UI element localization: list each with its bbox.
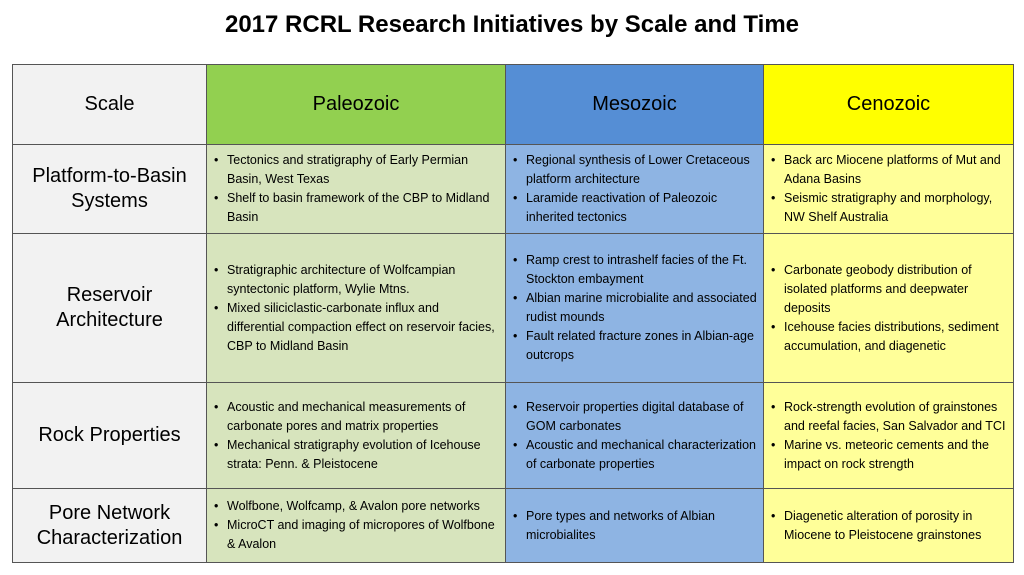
list-item: • Stratigraphic architecture of Wolfcampian syntectonic platform, Wylie Mtns. [227,261,499,299]
bullet-list [510,507,757,545]
bullet-list [768,261,1007,356]
mesozoic-cell [506,383,764,489]
mesozoic-cell [506,489,764,563]
header-paleozoic: Paleozoic [207,65,506,145]
header-scale: Scale [13,65,207,145]
list-item: • Pore types and networks of Albian microbialites [526,507,757,545]
list-item: • Tectonics and stratigraphy of Early Permian Basin, West Texas [227,151,499,189]
bullet-list [768,507,1007,545]
list-item: • Mechanical stratigraphy evolution of Icehouse strata: Penn. & Pleistocene [227,436,499,474]
cenozoic-cell [764,145,1014,234]
paleozoic-cell [207,489,506,563]
list-item: • Wolfbone, Wolfcamp, & Avalon pore networks [227,497,499,516]
list-item: • Seismic stratigraphy and morphology, NW Shelf Australia [784,189,1007,227]
bullet-list [211,497,499,554]
list-item: • Regional synthesis of Lower Cretaceous platform architecture [526,151,757,189]
list-item: • Diagenetic alteration of porosity in Miocene to Pleistocene grainstones [784,507,1007,545]
bullet-list [510,251,757,365]
list-item: • Back arc Miocene platforms of Mut and Adana Basins [784,151,1007,189]
header-mesozoic: Mesozoic [506,65,764,145]
table-row [13,145,1014,234]
mesozoic-cell [506,234,764,383]
cenozoic-cell [764,489,1014,563]
paleozoic-cell [207,145,506,234]
table-row [13,383,1014,489]
table-row [13,489,1014,563]
scale-label: Reservoir Architecture [13,234,207,383]
list-item: • Reservoir properties digital database of GOM carbonates [526,398,757,436]
list-item: • Albian marine microbialite and associated rudist mounds [526,289,757,327]
mesozoic-cell [506,145,764,234]
research-table [12,64,1014,563]
list-item: • Ramp crest to intrashelf facies of the Ft. Stockton embayment [526,251,757,289]
bullet-list [211,398,499,474]
list-item: • Rock-strength evolution of grainstones and reefal facies, San Salvador and TCI [784,398,1007,436]
list-item: • Laramide reactivation of Paleozoic inherited tectonics [526,189,757,227]
bullet-list [211,151,499,227]
page-title: 2017 RCRL Research Initiatives by Scale and Time [224,11,800,38]
header-row [13,65,1014,145]
paleozoic-cell [207,234,506,383]
bullet-list [768,151,1007,227]
cenozoic-cell [764,383,1014,489]
list-item: • Acoustic and mechanical characterization of carbonate properties [526,436,757,474]
table-row [13,234,1014,383]
bullet-list [510,151,757,227]
list-item: • Acoustic and mechanical measurements of carbonate pores and matrix properties [227,398,499,436]
paleozoic-cell [207,383,506,489]
scale-label: Rock Properties [13,383,207,489]
bullet-list [211,261,499,356]
scale-label: Pore Network Characterization [13,489,207,563]
bullet-list [510,398,757,474]
list-item: • Shelf to basin framework of the CBP to Midland Basin [227,189,499,227]
scale-label: Platform-to-Basin Systems [13,145,207,234]
header-cenozoic: Cenozoic [764,65,1014,145]
list-item: • Carbonate geobody distribution of isolated platforms and deepwater deposits [784,261,1007,318]
bullet-list [768,398,1007,474]
cenozoic-cell [764,234,1014,383]
list-item: • Marine vs. meteoric cements and the impact on rock strength [784,436,1007,474]
list-item: • MicroCT and imaging of micropores of Wolfbone & Avalon [227,516,499,554]
list-item: • Mixed siliciclastic-carbonate influx and differential compaction effect on reservoir facies, CBP to Midland Basin [227,299,499,356]
list-item: • Icehouse facies distributions, sediment accumulation, and diagenetic [784,318,1007,356]
list-item: • Fault related fracture zones in Albian-age outcrops [526,327,757,365]
